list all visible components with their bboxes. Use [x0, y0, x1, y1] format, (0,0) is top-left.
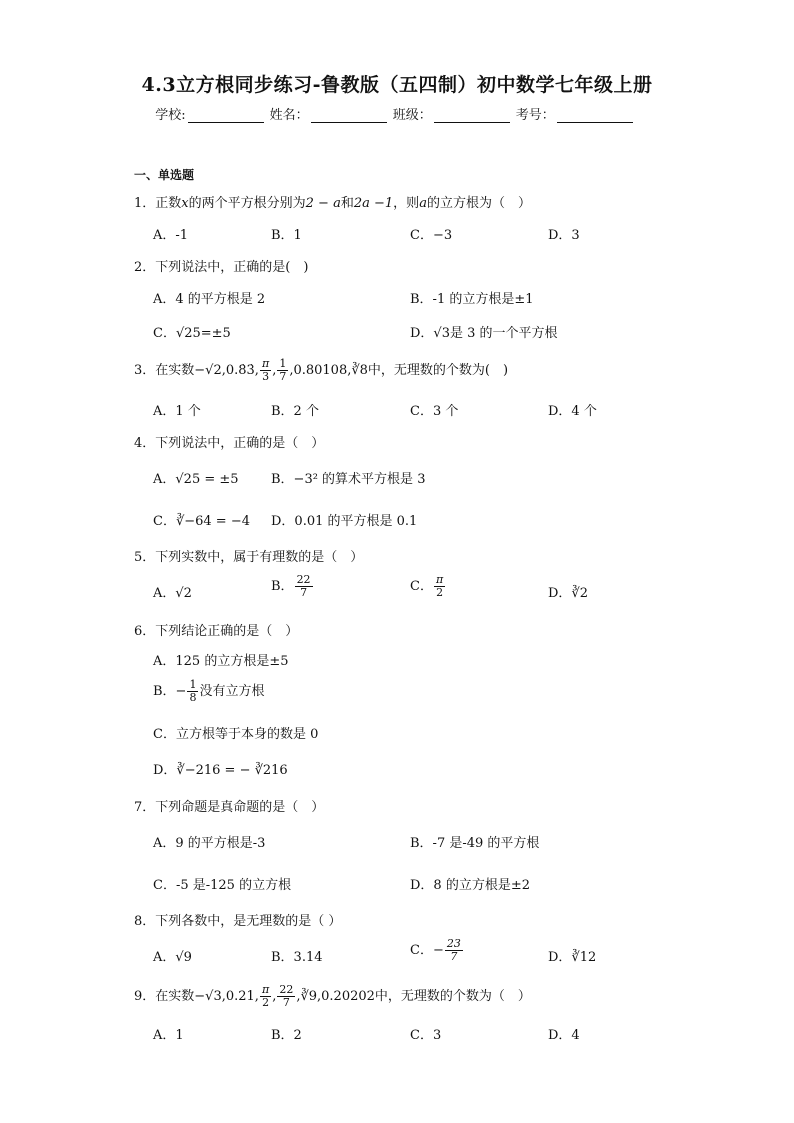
q3-numbers-b: ,0.80108,∛8: [289, 363, 368, 378]
q6-option-d[interactable]: D．∛−216 = − ∛216: [153, 763, 288, 778]
q1-stem-b: 的两个平方根分别为: [188, 196, 306, 211]
q3-numbers-a: −√2,0.8̇3̇,: [194, 363, 259, 378]
q9-fraction-22-over-7: $\frac{22}{7}$: [279, 983, 294, 1009]
q9-stem-a: 9．在实数: [134, 989, 195, 1004]
q1-stem-e: 的立方根为（ ）: [426, 196, 531, 211]
q1-stem-a: 1．正数: [134, 196, 182, 211]
name-blank[interactable]: [311, 108, 387, 123]
q9-fraction-pi-over-2: $\frac{\pi}{2}$: [261, 983, 270, 1009]
name-label: 姓名：: [269, 108, 309, 123]
school-blank[interactable]: [188, 108, 264, 123]
exam-no-blank[interactable]: [557, 108, 633, 123]
q8-option-d[interactable]: D．∛12: [548, 950, 597, 965]
q5-option-b[interactable]: B． $\frac{22}{7}$: [271, 573, 311, 599]
question-7: 7．下列命题是真命题的是（ ）: [134, 800, 325, 815]
q5-option-c[interactable]: C． $\frac{\pi}{2}$: [410, 573, 444, 599]
q7-option-a[interactable]: A．9 的平方根是-3: [153, 836, 266, 851]
q9-stem-b: 中，无理数的个数为（ ）: [374, 989, 531, 1004]
q3-option-c[interactable]: C．3 个: [410, 404, 459, 419]
q6-option-a[interactable]: A．125 的立方根是±5: [153, 654, 289, 669]
q9-numbers-b: ,∛9,0.20202: [296, 989, 375, 1004]
q1-var-a: a: [419, 196, 427, 211]
question-1: [134, 192, 531, 211]
question-9: 9．在实数−√3,0.21, $\frac{\pi}{2}$ , $\frac{22}{7}$ ,∛9,0.20202中，无理数的个数为（ ）: [134, 983, 531, 1009]
exam-no-label: 考号：: [515, 108, 555, 123]
q3-stem-b: 中，无理数的个数为( ): [367, 363, 509, 378]
question-6: 6．下列结论正确的是（ ）: [134, 624, 299, 639]
q3-fraction-one-seventh: $\frac{1}{7}$: [279, 357, 287, 383]
question-4: 4．下列说法中，正确的是（ ）: [134, 436, 325, 451]
q1-stem-c: 和: [340, 196, 354, 211]
q5-option-d[interactable]: D．∛2: [548, 586, 588, 601]
q3-option-d[interactable]: D．4 个: [548, 404, 597, 419]
q1-stem-d: ，则: [393, 196, 420, 211]
q1-expr-1: 2 − a: [305, 196, 341, 211]
q8-option-c[interactable]: C．− $\frac{23}{7}$: [410, 937, 461, 963]
section-title: 一、单选题: [134, 168, 195, 182]
q2-option-c[interactable]: C．√25=±5: [153, 326, 231, 341]
q5-option-a[interactable]: A．√2: [153, 586, 192, 601]
class-label: 班级：: [392, 108, 432, 123]
q2-option-a[interactable]: A．4 的平方根是 2: [153, 292, 266, 307]
q2-option-b[interactable]: B．-1 的立方根是±1: [410, 292, 534, 307]
question-8: 8．下列各数中，是无理数的是（ ）: [134, 914, 342, 929]
school-label: 学校:: [155, 108, 186, 123]
q4-option-a[interactable]: A．√25 = ±5: [153, 472, 239, 487]
q5-c-fraction: $\frac{\pi}{2}$: [435, 573, 444, 599]
q1-option-b[interactable]: B．1: [271, 228, 302, 243]
q1-var-x: x: [181, 196, 189, 211]
q6-option-b[interactable]: B．− $\frac{1}{8}$ 没有立方根: [153, 678, 265, 704]
q4-option-b[interactable]: B．−3² 的算术平方根是 3: [271, 472, 426, 487]
q6-b-fraction: $\frac{1}{8}$: [189, 678, 197, 704]
question-2: 2．下列说法中，正确的是( ): [134, 260, 309, 275]
question-5: 5．下列实数中，属于有理数的是（ ）: [134, 550, 364, 565]
class-blank[interactable]: [434, 108, 510, 123]
q4-option-d[interactable]: D．0.01 的平方根是 0.1: [271, 514, 418, 529]
q8-c-fraction: $\frac{23}{7}$: [446, 937, 461, 963]
q3-stem-a: 3．在实数: [134, 363, 195, 378]
q8-option-a[interactable]: A．√9: [153, 950, 192, 965]
q8-option-b[interactable]: B．3.14: [271, 950, 323, 965]
q7-option-c[interactable]: C．-5 是-125 的立方根: [153, 878, 292, 893]
q1-option-d[interactable]: D．3: [548, 228, 580, 243]
q1-option-a[interactable]: A．-1: [153, 228, 189, 243]
q7-option-d[interactable]: D．8 的立方根是±2: [410, 878, 530, 893]
q3-option-a[interactable]: A．1 个: [153, 404, 201, 419]
q1-option-c[interactable]: C．−3: [410, 228, 453, 243]
q9-option-d[interactable]: D．4: [548, 1028, 580, 1043]
q4-option-c[interactable]: C．∛−64 = −4: [153, 514, 250, 529]
q5-b-fraction: $\frac{22}{7}$: [296, 573, 311, 599]
q1-expr-2: 2a −1: [353, 196, 394, 211]
q9-numbers-a: −√3,0.21,: [194, 989, 259, 1004]
student-info-line: [0, 104, 794, 123]
q3-fraction-pi-over-3: $\frac{\pi}{3}$: [261, 357, 270, 383]
q7-option-b[interactable]: B．-7 是-49 的平方根: [410, 836, 540, 851]
page-title: 4.3立方根同步练习-鲁教版（五四制）初中数学七年级上册: [141, 74, 653, 96]
q6-option-c[interactable]: C．立方根等于本身的数是 0: [153, 727, 319, 742]
q9-option-a[interactable]: A．1: [153, 1028, 184, 1043]
q3-option-b[interactable]: B．2 个: [271, 404, 319, 419]
question-3: 3．在实数−√2,0.8̇3̇, $\frac{\pi}{3}$ , $\frac{1}{7}$ ,0.80108,∛8中，无理数的个数为( ): [134, 357, 509, 383]
q2-option-d[interactable]: D．√3是 3 的一个平方根: [410, 326, 558, 341]
q9-option-c[interactable]: C．3: [410, 1028, 442, 1043]
q9-option-b[interactable]: B．2: [271, 1028, 302, 1043]
